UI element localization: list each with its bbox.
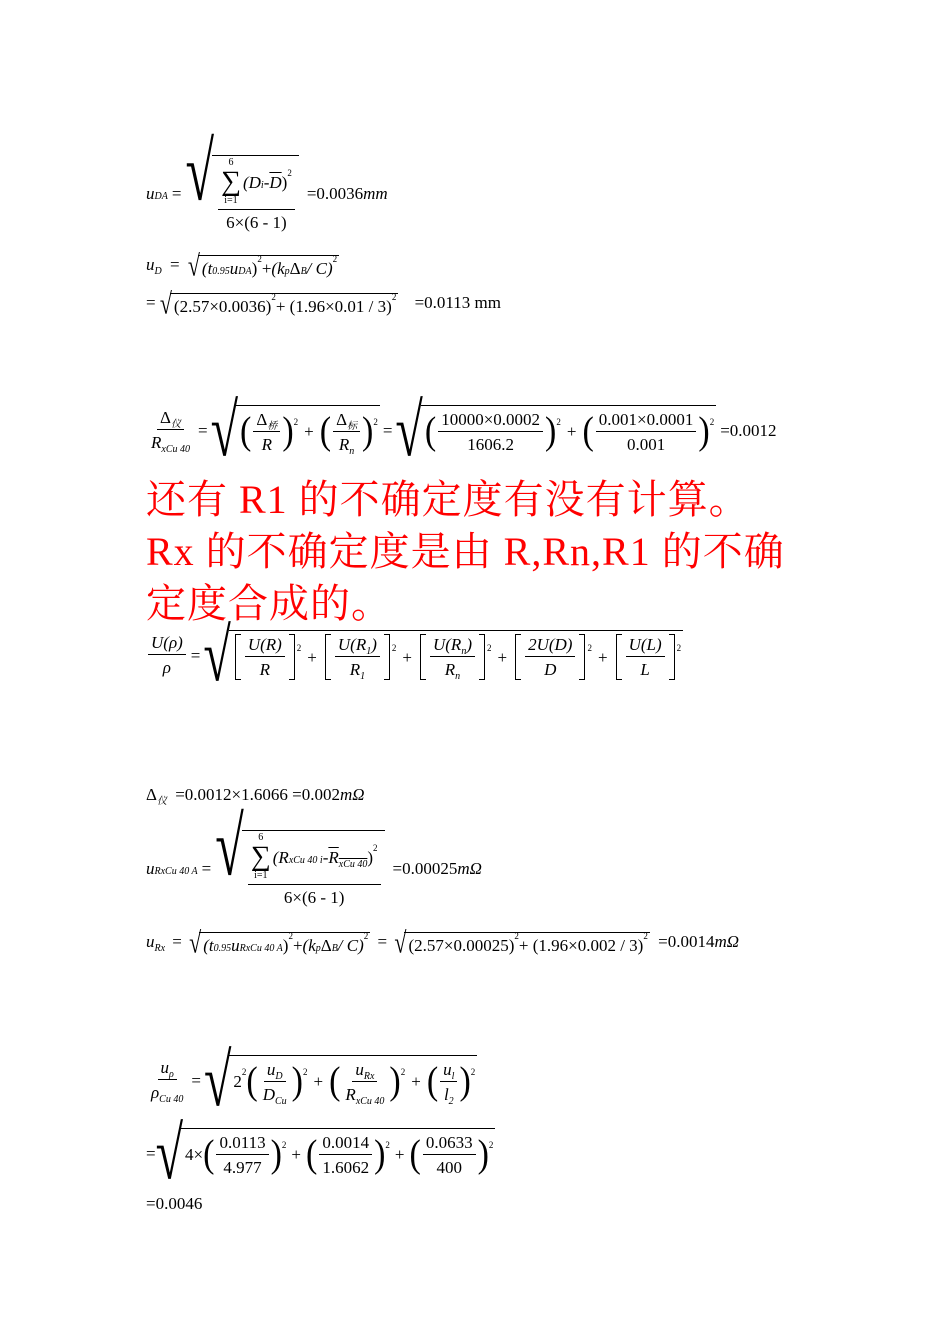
equation-u-da: u DA = √ 6 ∑ i=1 (D i - $\overline{D}$ ) 2 6×(6 - 1) =0.0036 mm [146,127,388,232]
equation-u-rho-numeric: = √ 4× ( $\frac{0.0113}{4.977}$ ) 2 + ( $\frac{0.0014}{1.6062}$ ) 2 + ( $\frac{0.0633}{400}$ ) 2 [146,1111,494,1195]
equation-u-rx: $u_{Rx}$ = √ (t 0.95 u RxCu 40 A ) 2 + (k p Δ B / C) 2 = √ (2.57×0.00025) 2 + (1.96×0.002 / 3) 2 =0.0014mΩ [146,925,740,960]
equation-delta-ratio: $\frac{\Delta_仪}{R_{xCu 40}}$ = √ ( $\frac{\Delta_桥}{R}$ ) 2 + ( $\frac{\Delta_标}{R_n}$ ) 2 = √ ( $\frac{10000\times 0.0002}{1606.2}$ ) 2 + ( $\frac{0.001\times 0.0001}{0.001}$ ) 2 =0.0012 [151,388,777,472]
eq1-lhs: u [146,183,155,203]
equation-u-d: $u_D$ = √ (t 0.95 u DA ) 2 + (k p Δ B / C) 2 [146,248,338,283]
red-note [146,474,785,630]
equation-u-rho: $\frac{U(\rho)}{\rho}$ = √ $\frac{U(R)}{R}$ 2 + $\frac{U(R_1)}{R_1}$ 2 + $\frac{U(R_n)}{R_n}$ 2 + $\frac{2U(D)}{D}$ 2 + $\frac{U(L)}{L}$ 2 [146,630,683,680]
sum-symbol: ∑ [220,166,241,197]
equation-delta-value: $\Delta_仪 =0.0012\times 1.6066 =0.002m\Omega$ [146,785,365,807]
note-line-2: Rx 的不确定度是由 R,Rn,R1 的不确 [146,529,785,574]
equation-final-result: =0.0046 [146,1194,203,1213]
note-line-1: 还有 R1 的不确定度有没有计算。 [146,477,750,522]
equation-u-d-value: = √ (2.57×0.0036) 2 + (1.96×0.01 / 3) 2 =0.0113 mm [146,286,501,321]
equation-u-rxcu40a: u RxCu 40 A = √ 6 ∑ i=1 (R xCu 40 i - $R_{xCu 40}$ ) 2 6×(6 - 1) =0.00025 mΩ [146,802,482,907]
equation-u-rho-relative: $\frac{u_\rho}{\rho_{Cu 40}}$ = √ 2 2 ( $\frac{u_D}{D_{Cu}}$ ) 2 + ( $\frac{u_{Rx}}{R_{xCu 40}}$ ) 2 + ( $\frac{u_l}{l_2}$ ) 2 [151,1038,476,1122]
eq1-sqrt: √ 6 ∑ i=1 (D i - $\overline{D}$ ) 2 6×(6 - 1) [185,155,298,231]
note-line-3: 定度合成的。 [146,581,392,626]
